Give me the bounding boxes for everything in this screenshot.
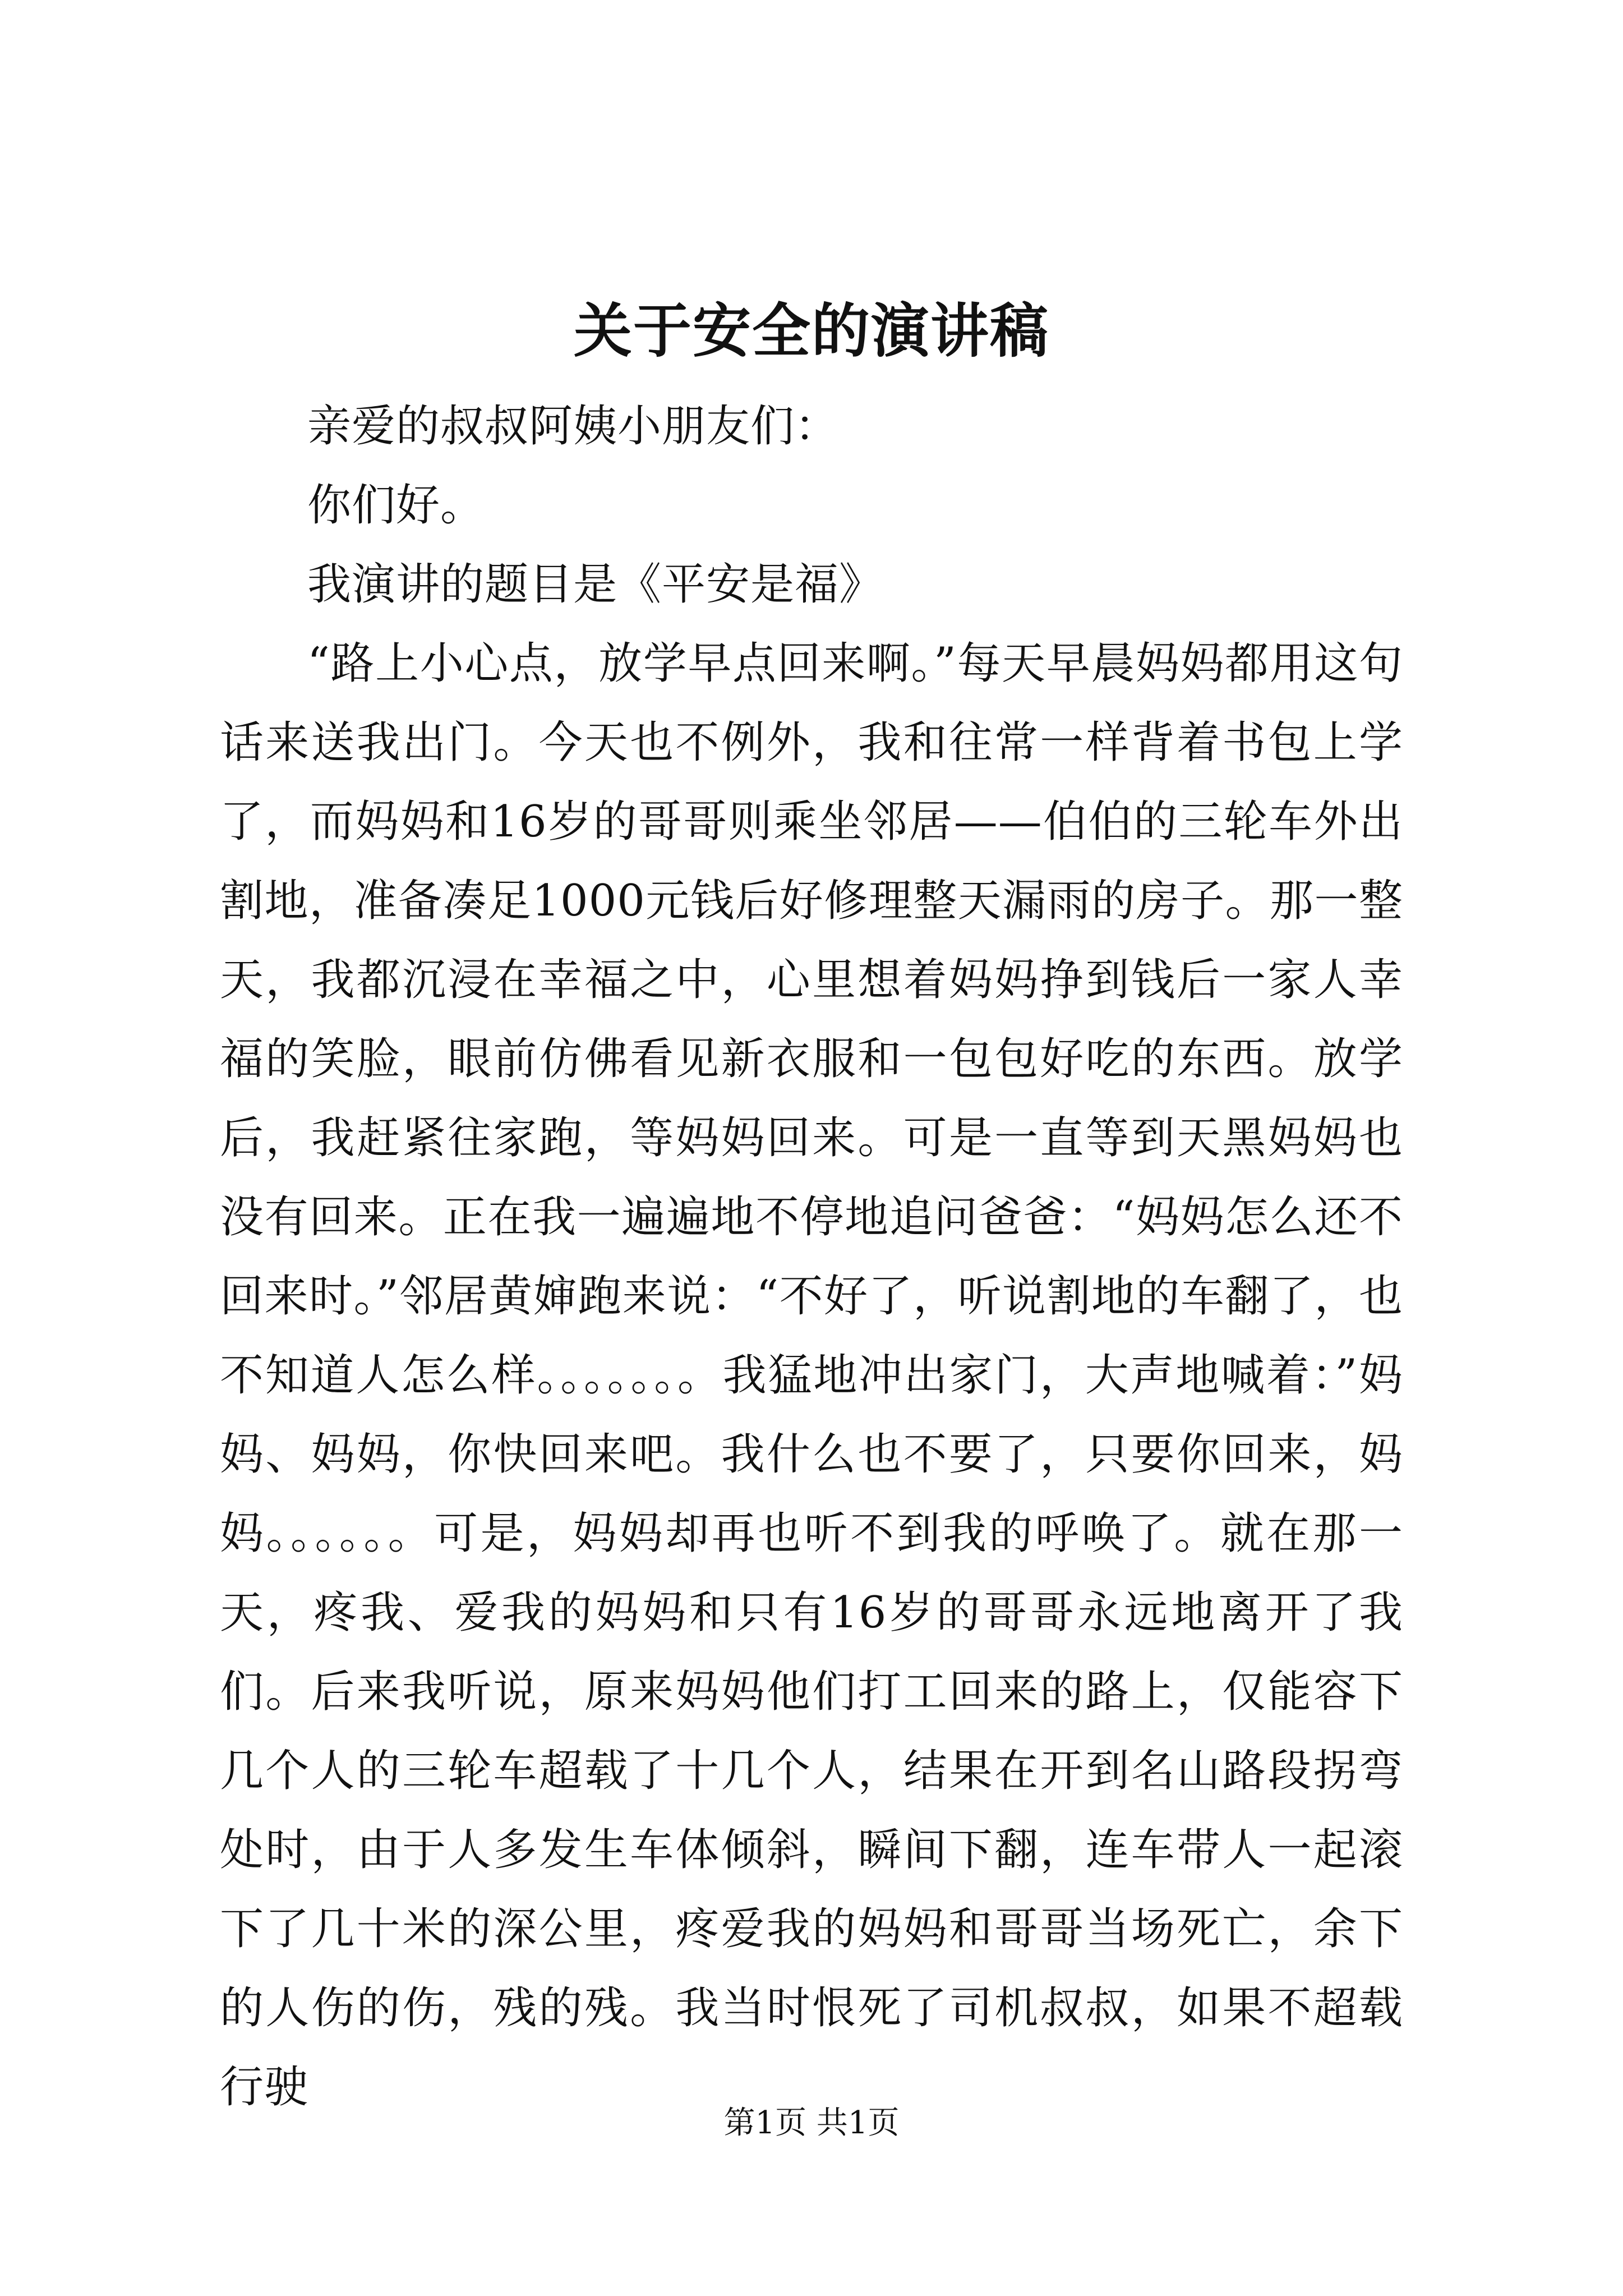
topic-paragraph: 我演讲的题目是《平安是福》: [307, 559, 884, 610]
greeting-paragraph: 亲爱的叔叔阿姨小朋友们：: [307, 401, 840, 452]
hello-paragraph: 你们好。: [307, 480, 485, 531]
page-footer: 第1页 共1页: [723, 2105, 900, 2141]
story-paragraph: “路上小心点，放学早点回来啊。”每天早晨妈妈都用这句话来送我出门。今天也不例外，我和往常一样背着书包上学了，而妈妈和16岁的哥哥则乘坐邻居——伯伯的三轮车外出割地，准备凑足1000元钱后好修理整天漏雨的房子。那一整天，我都沉浸在幸福之中，心里想着妈妈挣到钱后一家人幸福的笑脸，眼前仿佛看见新衣服和一包包好吃的东西。放学后，我赶紧往家跑，等妈妈回来。可是一直等到天黑妈妈也没有回来。正在我一遍遍地不停地追问爸爸：“妈妈怎么还不回来时。”邻居黄婶跑来说：“不好了，听说割地的车翻了，也不知道人怎么样。。。。。。。我猛地冲出家门，大声地喊着：”妈妈、妈妈，你快回来吧。我什么也不要了，只要你回来，妈妈。。。。。。可是，妈妈却再也听不到我的呼唤了。就在那一天，疼我、爱我的妈妈和只有16岁的哥哥永远地离开了我们。后来我听说，原来妈妈他们打工回来的路上，仅能容下几个人的三轮车超载了十几个人，结果在开到名山路段拐弯处时，由于人多发生车体倾斜，瞬间下翻，连车带人一起滚下了几十米的深公里，疼爱我的妈妈和哥哥当场死亡，余下的人伤的伤，残的残。我当时恨死了司机叔叔，如果不超载行驶: [220, 638, 1403, 2113]
document-title: 关于安全的演讲稿: [573, 296, 1049, 365]
document-body: [220, 387, 1403, 2127]
